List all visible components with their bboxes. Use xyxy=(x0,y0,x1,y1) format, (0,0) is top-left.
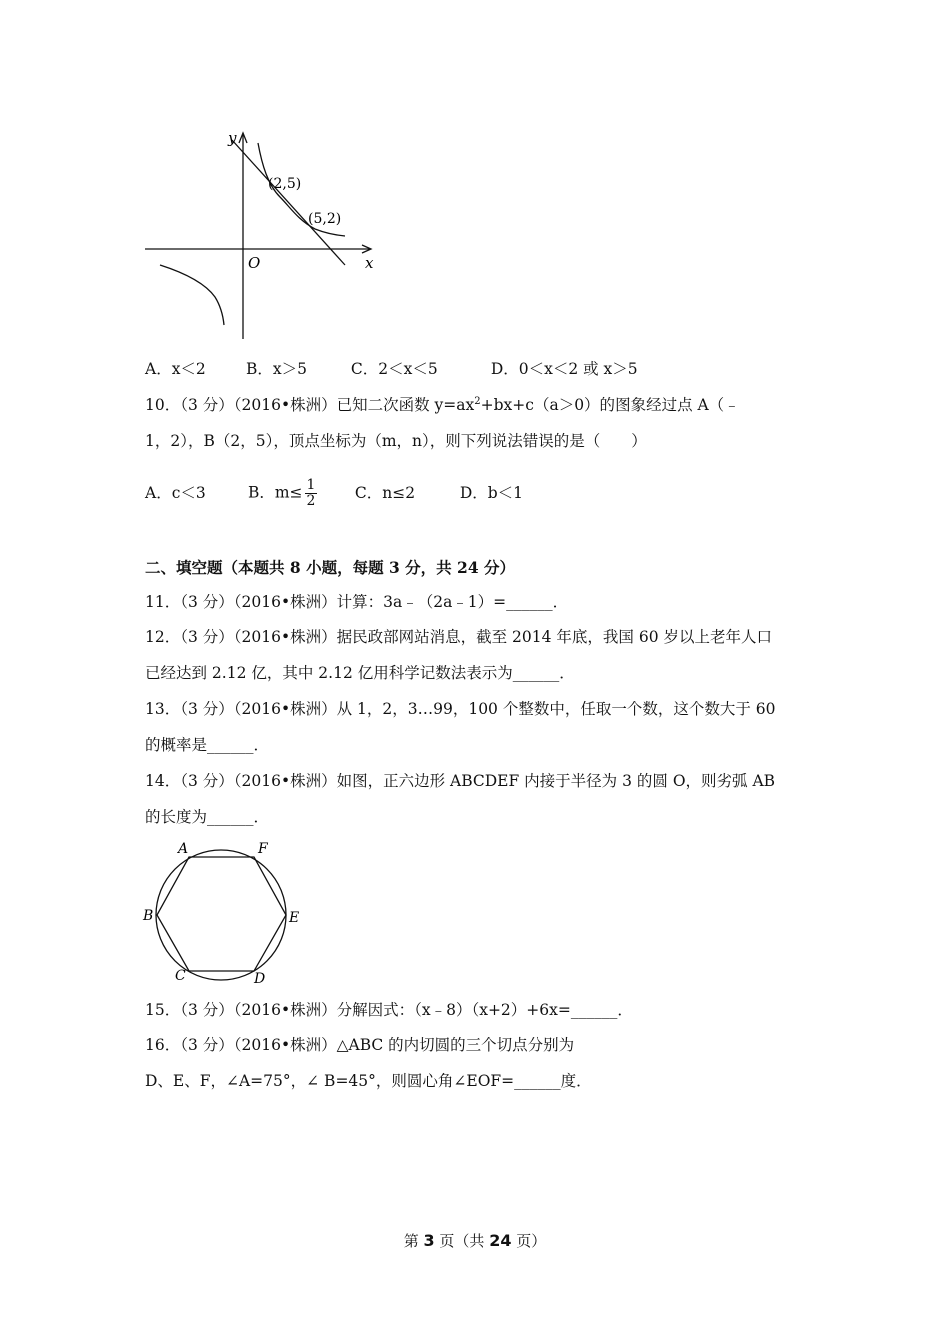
origin-label: O xyxy=(248,254,261,272)
vertex-f-label: F xyxy=(258,841,268,857)
q14-line-2: 的长度为______． xyxy=(145,808,270,826)
q10-text-a: 10．（3 分）（2016•株洲）已知二次函数 y=ax xyxy=(145,396,475,414)
vertex-b-label: B xyxy=(143,908,154,924)
y-axis-label: y xyxy=(228,129,237,147)
q12-line-1: 12．（3 分）（2016•株洲）据民政部网站消息，截至 2014 年底，我国 60 岁以上老年人口 xyxy=(145,628,772,646)
q10-text-b: +bx+c（a＞0）的图象经过点 A（﹣ xyxy=(480,396,740,414)
q9-option-a: A．x＜2 xyxy=(145,360,206,378)
q16-line-2: D、E、F，∠A=75°，∠ B=45°，则圆心角∠EOF=______度． xyxy=(145,1072,592,1090)
footer-middle: 页（共 xyxy=(434,1232,490,1250)
q14-line-1: 14．（3 分）（2016•株洲）如图，正六边形 ABCDEF 内接于半径为 3 的圆 O，则劣弧 AB xyxy=(145,772,776,790)
q9-option-c: C．2＜x＜5 xyxy=(350,360,438,378)
q10-fraction xyxy=(305,478,318,509)
q10-options xyxy=(145,478,523,509)
vertex-d-label: D xyxy=(254,971,266,987)
q10-option-a: A．c＜3 xyxy=(145,483,206,502)
q10-option-b xyxy=(248,478,350,509)
total-page-count: 24 xyxy=(489,1231,512,1250)
q10-line-2: 1，2），B（2，5），顶点坐标为（m，n），则下列说法错误的是（ ） xyxy=(145,432,647,450)
function-graph xyxy=(140,125,390,345)
q10-option-d: D．b＜1 xyxy=(459,483,524,502)
x-axis-label: x xyxy=(365,254,374,272)
footer-suffix: 页） xyxy=(511,1232,547,1250)
q15: 15．（3 分）（2016•株洲）分解因式：（x﹣8）（x+2）+6x=______． xyxy=(145,1001,633,1019)
q9-option-d: D．0＜x＜2 或 x＞5 xyxy=(490,360,638,378)
vertex-e-label: E xyxy=(289,910,300,926)
vertex-c-label: C xyxy=(175,968,186,984)
q12-line-2: 已经达到 2.12 亿，其中 2.12 亿用科学记数法表示为______． xyxy=(145,664,575,682)
q9-options xyxy=(145,359,638,379)
q10-line-1 xyxy=(145,395,740,415)
vertex-a-label: A xyxy=(178,841,189,857)
point-label-2: (5,2) xyxy=(308,211,342,227)
current-page-number: 3 xyxy=(423,1231,435,1250)
hexagon-figure xyxy=(140,835,310,990)
page-footer xyxy=(0,1230,950,1251)
q10-option-c: C．n≤2 xyxy=(354,483,416,502)
q13-line-1: 13．（3 分）（2016•株洲）从 1，2，3…99，100 个整数中，任取一个数，这个数大于 60 xyxy=(145,700,776,718)
q10-option-b-prefix: B．m≤ xyxy=(247,483,303,502)
q16-line-1: 16．（3 分）（2016•株洲）△ABC 的内切圆的三个切点分别为 xyxy=(145,1036,575,1054)
q10-superscript: 2 xyxy=(474,396,481,407)
circumcircle xyxy=(156,850,286,980)
q13-line-2: 的概率是______． xyxy=(145,736,270,754)
point-label-1: (2,5) xyxy=(268,176,302,192)
straight-line xyxy=(232,140,345,265)
fraction-denominator: 2 xyxy=(306,493,316,509)
hyperbola-branch-left xyxy=(160,265,224,325)
q11: 11．（3 分）（2016•株洲）计算：3a﹣（2a﹣1）=______． xyxy=(145,593,569,611)
section-heading: 二、填空题（本题共 8 小题，每题 3 分，共 24 分） xyxy=(145,558,516,577)
fraction-numerator: 1 xyxy=(306,477,316,493)
q9-option-b: B．x＞5 xyxy=(245,360,307,378)
regular-hexagon xyxy=(157,857,286,971)
footer-prefix: 第 xyxy=(403,1232,424,1250)
